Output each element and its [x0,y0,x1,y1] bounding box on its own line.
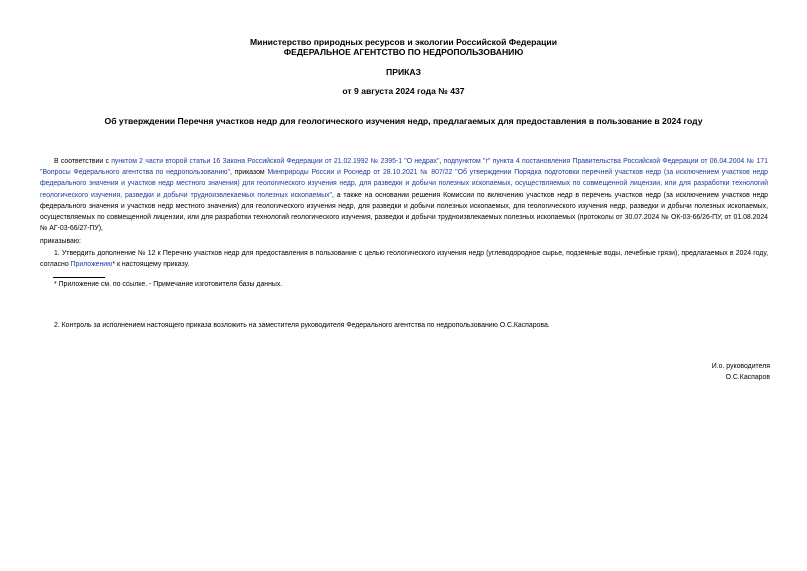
appendix-link[interactable]: Приложению [70,261,113,269]
document-title: Об утверждении Перечня участков недр для геологического изучения недр, предлагаемых для предоставления в пользование в 2024 году [104,116,703,126]
ministry-name: Министерство природных ресурсов и экологии Российской Федерации [250,37,557,47]
item-2-paragraph: 2. Контроль за исполнением настоящего приказа возложить на заместителя руководителя Федерального агентства по недропользованию О.С.Каспарова. [54,322,550,329]
footnote-divider [53,277,105,278]
item-1-paragraph [40,248,768,270]
agency-name: ФЕДЕРАЛЬНОЕ АГЕНТСТВО ПО НЕДРОПОЛЬЗОВАНИЮ [283,47,524,57]
signatory-position: И.о. руководителя [711,363,770,370]
law-on-subsoil-link[interactable]: пунктом 2 части второй статьи 16 Закона Российской Федерации от 21.02.1992 № 2395-1 "О недрах" [111,158,440,165]
item-1-text: 1. Утвердить дополнение № 12 к Перечню участков недр для предоставления в пользование с целью геологического изучения недр (углеводородное сырье, подземные воды, лечебные грязи), предлагаемых в 2024 году, согласно [40,250,768,269]
document-type: ПРИКАЗ [386,67,421,77]
ministry-order-link[interactable]: Минприроды России и Роснедр от 28.10.2021 № 807/22 "Об утверждении Порядка подготовки перечней участков недр (за исключением участков недр федерального значения и участков недр местного значения) для геологического изучения недр, для разведки и добычи полезных ископаемых, осуществляемых по совмещенной лицензии, или для разработки технологий геологического изучения, разведки и добычи трудноизвлекаемых полезных ископаемых" [40,169,768,199]
preamble-text-2: , [439,158,444,165]
signatory-name: О.С.Каспаров [725,374,770,381]
preamble-text-1: В соответствии с [54,158,112,165]
order-word: приказываю: [40,238,81,245]
preamble-text-3: , приказом [229,169,268,177]
item-1-text-end: * к настоящему приказу. [112,261,190,269]
preamble-text-4: , а также на основании решения Комиссии по включению участков недр в перечень участков недр (за исключением участков недр федерального значения и участков недр местного значения) для геологического изучения недр, для разведки и добычи полезных ископаемых, для геологического изучения недр, разведки и добычи полезных ископаемых, осуществляемых по совмещенной лицензии, или для разработки технологий геологического изучения, разведки и добычи трудноизвлекаемых полезных ископаемых (протоколы от 30.07.2024 № ОК-03-66/26-ПУ, от 01.08.2024 № АГ-03-66/27-ПУ), [40,191,768,233]
footnote: * Приложение см. по ссылке. - Примечание изготовителя базы данных. [54,281,283,288]
document-date-number: от 9 августа 2024 года № 437 [342,86,465,96]
preamble-paragraph [40,156,768,234]
government-resolution-link[interactable]: подпунктом "г" пункта 4 постановления Правительства Российской Федерации от 06.04.2004 № 171 "Вопросы Федерального агентства по недропользованию" [40,158,768,177]
